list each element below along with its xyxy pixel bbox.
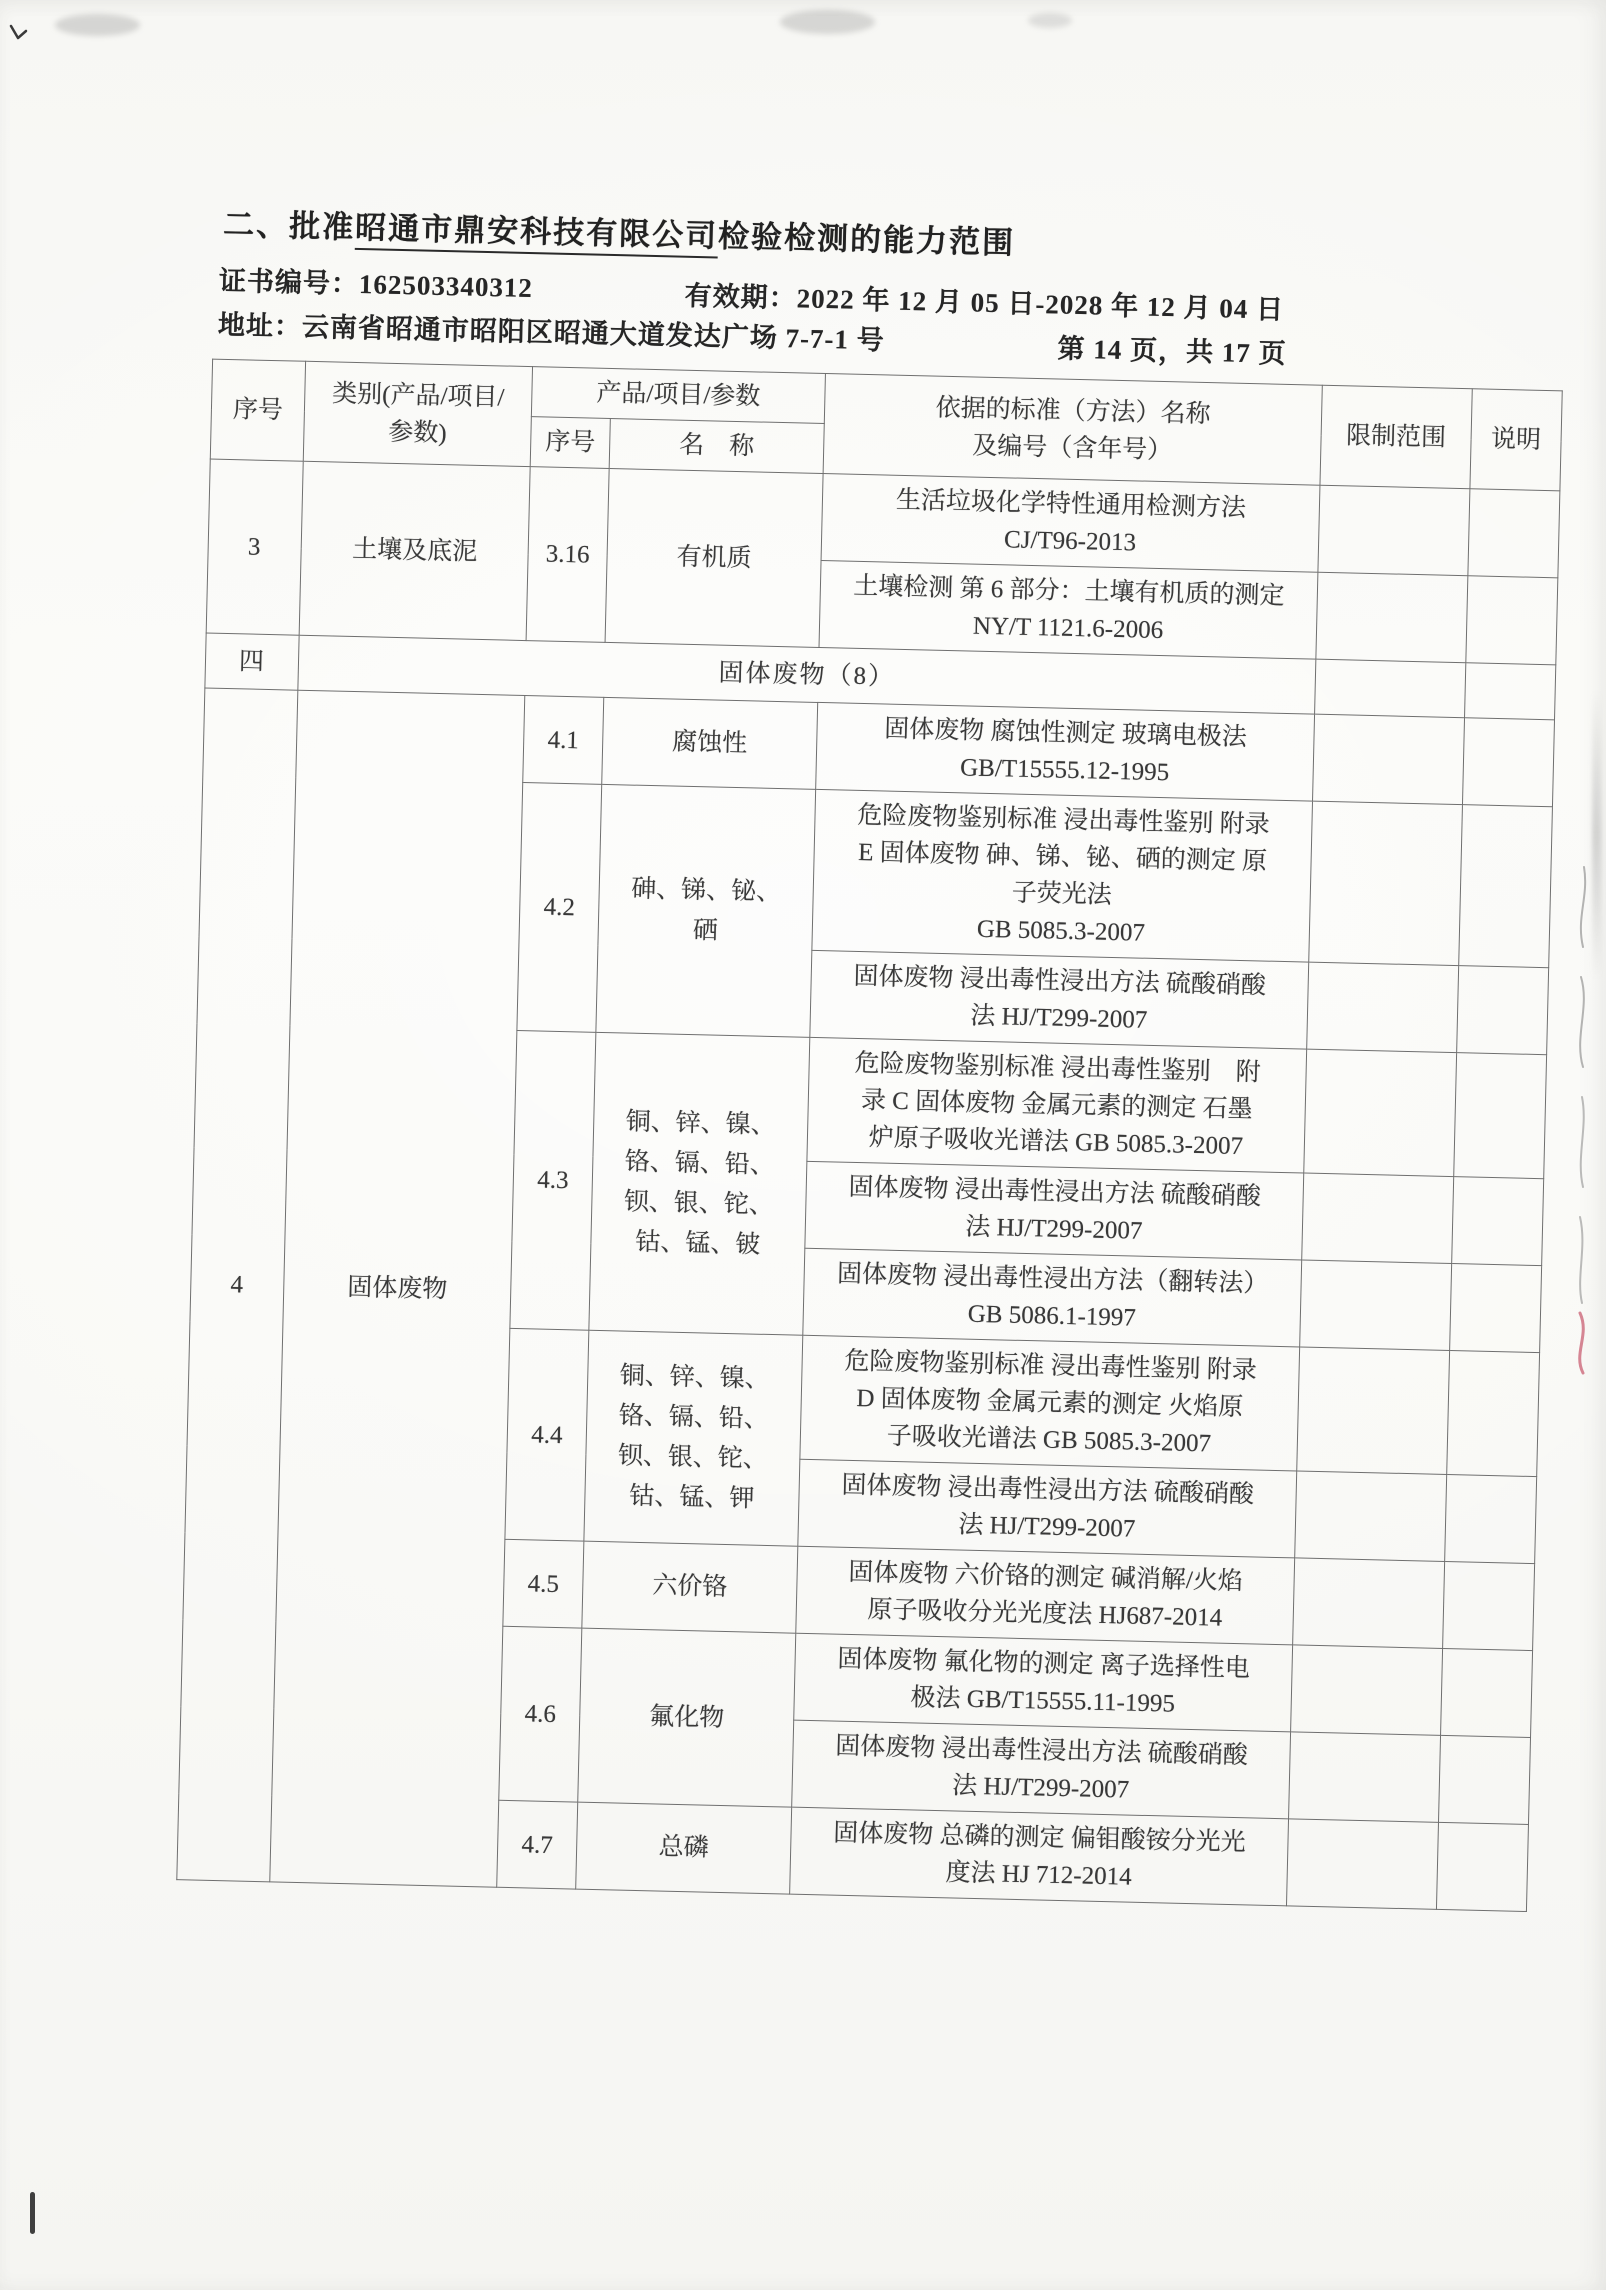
item-name-cell bbox=[602, 697, 818, 789]
restriction-cell bbox=[1300, 1260, 1452, 1351]
restriction-cell bbox=[1297, 1347, 1450, 1474]
item-name-text: 砷、锑、铋、硒 bbox=[630, 875, 782, 945]
item-no-cell: 4.2 bbox=[517, 783, 602, 1033]
restriction-cell bbox=[1286, 1819, 1438, 1910]
standard-line: 固体废物 浸出毒性浸出方法 硫酸硝酸 bbox=[848, 1173, 1262, 1211]
restriction-cell bbox=[1295, 1471, 1447, 1562]
standard-cell bbox=[812, 789, 1313, 962]
standard-cell bbox=[821, 474, 1320, 573]
standard-line: 固体废物 浸出毒性浸出方法 硫酸硝酸 bbox=[835, 1732, 1249, 1770]
restriction-cell bbox=[1318, 485, 1470, 576]
standard-cell bbox=[803, 1248, 1302, 1347]
standard-line: 子吸收光谱法 GB 5085.3-2007 bbox=[886, 1422, 1212, 1458]
col-header-note: 说明 bbox=[1470, 389, 1562, 491]
item-no-cell: 4.7 bbox=[497, 1800, 578, 1889]
item-name-cell bbox=[589, 1032, 810, 1335]
note-cell bbox=[1441, 1648, 1533, 1737]
note-cell bbox=[1445, 1474, 1537, 1563]
standard-line: GB 5086.1-1997 bbox=[967, 1300, 1137, 1332]
standard-line: GB/T15555.12-1995 bbox=[959, 754, 1170, 787]
col-header-seq: 序号 bbox=[210, 359, 305, 461]
note-cell bbox=[1436, 1822, 1528, 1911]
standard-cell bbox=[796, 1546, 1295, 1645]
standard-line: 固体废物 浸出毒性浸出方法 硫酸硝酸 bbox=[841, 1471, 1255, 1509]
col-header-restriction: 限制范围 bbox=[1320, 385, 1472, 489]
note-cell bbox=[1438, 1735, 1530, 1824]
item-no-cell: 4.6 bbox=[499, 1626, 582, 1802]
standard-line: 固体废物 六价铬的测定 碱消解/火焰 bbox=[848, 1558, 1244, 1596]
note-cell bbox=[1459, 805, 1553, 968]
item-name-text: 有机质 bbox=[676, 543, 752, 572]
note-cell bbox=[1466, 576, 1558, 665]
standard-line: 法 HJ/T299-2007 bbox=[958, 1511, 1136, 1543]
note-cell bbox=[1454, 1053, 1547, 1179]
restriction-cell bbox=[1313, 714, 1465, 805]
item-name-cell bbox=[584, 1330, 803, 1546]
group-seq-cell: 4 bbox=[177, 688, 298, 1882]
standard-line: GB 5085.3-2007 bbox=[976, 915, 1146, 947]
item-name-cell bbox=[576, 1802, 792, 1894]
section-seq-cell: 四 bbox=[205, 633, 299, 690]
col-header-product-group: 产品/项目/参数 bbox=[531, 367, 825, 424]
col-header-standard-line1: 依据的标准（方法）名称 bbox=[935, 394, 1211, 428]
note-cell bbox=[1450, 1264, 1542, 1353]
standard-line: 固体废物 浸出毒性浸出方法（翻转法） bbox=[836, 1260, 1269, 1298]
margin-handwriting bbox=[1564, 855, 1602, 1385]
note-cell bbox=[1447, 1351, 1540, 1477]
standard-line: 土壤检测 第 6 部分：土壤有机质的测定 bbox=[852, 572, 1285, 610]
standard-cell bbox=[790, 1807, 1289, 1906]
col-header-standard-line2: 及编号（含年号） bbox=[971, 432, 1173, 464]
validity-label: 有效期： bbox=[684, 280, 798, 314]
note-cell bbox=[1457, 966, 1549, 1055]
standard-line: 法 HJ/T299-2007 bbox=[951, 1772, 1130, 1804]
standard-line: 固体废物 氟化物的测定 离子选择性电 bbox=[837, 1645, 1251, 1683]
restriction-cell bbox=[1309, 801, 1463, 965]
standard-line: 危险废物鉴别标准 浸出毒性鉴别 附 bbox=[854, 1049, 1262, 1087]
standard-line: 录 C 固体废物 金属元素的测定 石墨 bbox=[860, 1087, 1253, 1124]
item-name-text: 六价铬 bbox=[652, 1572, 728, 1602]
standard-cell bbox=[800, 1335, 1300, 1471]
standard-line: NY/T 1121.6-2006 bbox=[972, 612, 1164, 645]
restriction-cell bbox=[1302, 1173, 1454, 1264]
standard-cell bbox=[794, 1633, 1293, 1732]
standard-line: 极法 GB/T15555.11-1995 bbox=[910, 1684, 1176, 1718]
restriction-cell bbox=[1289, 1732, 1441, 1823]
corner-pen-mark bbox=[8, 22, 30, 44]
item-name-cell bbox=[596, 784, 816, 1037]
capability-table bbox=[176, 359, 1562, 1912]
item-name-text: 氟化物 bbox=[648, 1702, 725, 1732]
bottom-pen-dash bbox=[30, 2192, 35, 2234]
standard-line: 原子吸收分光光度法 HJ687-2014 bbox=[867, 1596, 1223, 1632]
category-cell: 土壤及底泥 bbox=[299, 461, 530, 640]
group-seq-cell: 3 bbox=[206, 459, 303, 635]
title-prefix: 二、批准 bbox=[222, 206, 356, 245]
note-cell bbox=[1465, 663, 1556, 720]
restriction-cell bbox=[1293, 1558, 1445, 1649]
title-company-name: 昭通市鼎安科技有限公司 bbox=[355, 210, 719, 259]
standard-cell bbox=[798, 1459, 1297, 1558]
title-suffix: 检验检测的能力范围 bbox=[717, 218, 1016, 261]
standard-cell bbox=[819, 560, 1318, 659]
note-cell bbox=[1452, 1177, 1544, 1266]
standard-line: 固体废物 总磷的测定 偏钼酸铵分光光 bbox=[832, 1819, 1247, 1857]
section-band-cell: 固体废物（8） bbox=[298, 635, 1316, 714]
standard-line: D 固体废物 金属元素的测定 火焰原 bbox=[856, 1385, 1244, 1422]
standard-line: 法 HJ/T299-2007 bbox=[965, 1213, 1143, 1245]
address-label: 地址： bbox=[217, 309, 303, 342]
standard-line: 固体废物 浸出毒性浸出方法 硫酸硝酸 bbox=[853, 962, 1267, 1000]
standard-line: 固体废物 腐蚀性测定 玻璃电极法 bbox=[884, 715, 1248, 752]
scan-smudge bbox=[1028, 13, 1072, 28]
item-no-cell: 4.4 bbox=[505, 1328, 589, 1541]
restriction-cell bbox=[1315, 659, 1466, 718]
page-indicator: 第 14 页，共 17 页 bbox=[1057, 333, 1287, 369]
standard-line: 子荧光法 bbox=[1011, 879, 1113, 909]
restriction-cell bbox=[1304, 1049, 1457, 1176]
standard-line: 生活垃圾化学特性通用检测方法 bbox=[895, 486, 1247, 522]
certificate-number bbox=[219, 259, 534, 305]
col-header-product-seq: 序号 bbox=[530, 417, 610, 469]
note-cell bbox=[1468, 489, 1560, 578]
standard-line: CJ/T96-2013 bbox=[1003, 526, 1137, 557]
standard-cell bbox=[810, 950, 1309, 1049]
standard-cell bbox=[805, 1161, 1304, 1260]
item-name-cell bbox=[578, 1628, 796, 1807]
category-cell: 固体废物 bbox=[270, 690, 525, 1887]
item-no-cell: 4.3 bbox=[510, 1030, 596, 1330]
col-header-category bbox=[303, 361, 532, 466]
col-header-standard bbox=[823, 374, 1322, 486]
standard-line: 度法 HJ 712-2014 bbox=[945, 1859, 1132, 1891]
capability-table-body bbox=[177, 459, 1560, 1911]
document-content bbox=[0, 150, 1586, 2146]
col-header-category-text: 类别(产品/项目/参数) bbox=[331, 379, 505, 447]
restriction-cell bbox=[1307, 962, 1459, 1053]
item-name-cell bbox=[582, 1541, 798, 1633]
standard-line: 危险废物鉴别标准 浸出毒性鉴别 附录 bbox=[856, 801, 1271, 839]
standard-cell bbox=[807, 1037, 1307, 1173]
standard-line: 危险废物鉴别标准 浸出毒性鉴别 附录 bbox=[844, 1347, 1258, 1385]
certificate-number-value: 162503340312 bbox=[358, 269, 534, 304]
restriction-cell bbox=[1316, 572, 1468, 663]
note-cell bbox=[1443, 1561, 1535, 1650]
item-name-cell bbox=[605, 468, 823, 647]
scan-smudge bbox=[780, 10, 875, 34]
standard-line: 炉原子吸收光谱法 GB 5085.3-2007 bbox=[868, 1124, 1244, 1161]
address-value: 云南省昭通市昭阳区昭通大道发达广场 7-7-1 号 bbox=[301, 311, 886, 356]
col-header-product-name: 名 称 bbox=[609, 418, 824, 473]
restriction-cell bbox=[1291, 1645, 1443, 1736]
item-no-cell: 3.16 bbox=[526, 467, 609, 643]
item-no-cell: 4.1 bbox=[523, 696, 604, 785]
item-name-text: 铜、锌、镍、铬、镉、铅、钡、银、铊、钴、锰、钾 bbox=[617, 1362, 771, 1513]
note-cell bbox=[1462, 718, 1554, 807]
validity-value: 2022 年 12 月 05 日-2028 年 12 月 04 日 bbox=[796, 283, 1285, 325]
standard-line: E 固体废物 砷、锑、铋、硒的测定 原 bbox=[857, 838, 1268, 876]
item-no-cell: 4.5 bbox=[503, 1539, 584, 1628]
item-name-text: 总磷 bbox=[658, 1833, 710, 1862]
standard-cell bbox=[816, 702, 1315, 801]
standard-cell bbox=[792, 1720, 1291, 1819]
item-name-text: 腐蚀性 bbox=[671, 728, 748, 758]
item-name-text: 铜、锌、镍、铬、镉、铅、钡、银、铊、钴、锰、铍 bbox=[623, 1108, 777, 1259]
standard-line: 法 HJ/T299-2007 bbox=[969, 1002, 1148, 1034]
certificate-number-label: 证书编号： bbox=[218, 265, 360, 300]
page-title bbox=[223, 199, 1016, 263]
scan-smudge bbox=[55, 14, 140, 36]
